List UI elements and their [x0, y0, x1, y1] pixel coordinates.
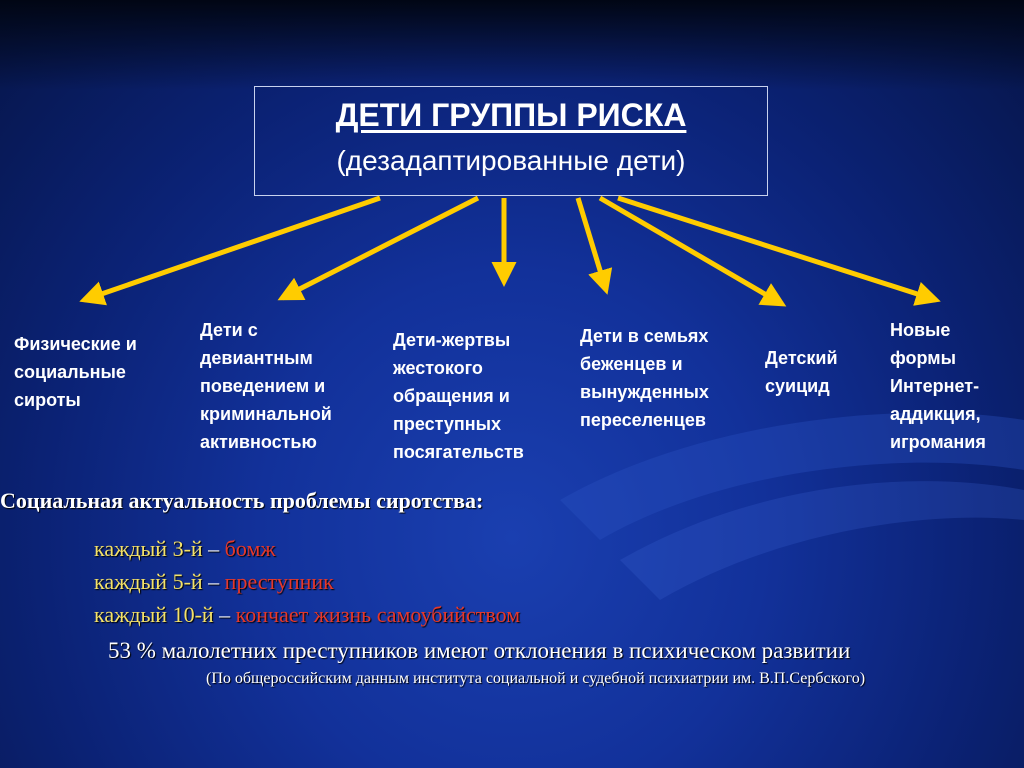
arrow-2	[282, 198, 478, 298]
diagram-title: ДЕТИ ГРУППЫ РИСКА	[335, 97, 687, 133]
category-orphans: Физические и социальные сироты	[14, 334, 137, 410]
diagram-subtitle: (дезадаптированные дети)	[336, 145, 686, 176]
source-citation: (По общероссийским данным института социальной и судебной психиатрии им. В.П.Сербского)	[206, 670, 866, 687]
statistic-note: 53 % малолетних преступников имеют отклонения в психическом развитии	[108, 638, 851, 663]
stat-term: преступник	[224, 569, 334, 594]
category-refugees: Дети в семьях беженцев и вынужденных переселенцев	[580, 326, 709, 430]
stat-dash: –	[202, 569, 225, 594]
arrow-6	[618, 198, 936, 300]
stat-line-2	[94, 569, 334, 595]
category-victims: Дети-жертвы жестокого обращения и преступных посягательств	[393, 330, 524, 462]
stat-line-3	[94, 602, 520, 628]
category-suicide: Детский суицид	[765, 348, 838, 396]
stat-dash: –	[213, 602, 236, 627]
category-deviant: Дети с девиантным поведением и криминальной активностью	[200, 320, 332, 452]
arrow-5	[600, 198, 782, 304]
section-heading: Социальная актуальность проблемы сиротства:	[0, 488, 484, 513]
stat-lead: каждый 3-й	[94, 536, 203, 561]
arrow-4	[578, 198, 606, 290]
stat-lead: каждый 10-й	[94, 602, 214, 627]
stat-lead: каждый 5-й	[94, 569, 203, 594]
category-internet-addiction: Новые формы Интернет- аддикция, игромания	[890, 320, 986, 452]
stat-term: бомж	[224, 536, 276, 561]
stat-line-1	[94, 536, 276, 562]
stat-dash: –	[202, 536, 225, 561]
stat-term: кончает жизнь самоубийством	[235, 602, 521, 627]
arrow-1	[84, 198, 380, 300]
